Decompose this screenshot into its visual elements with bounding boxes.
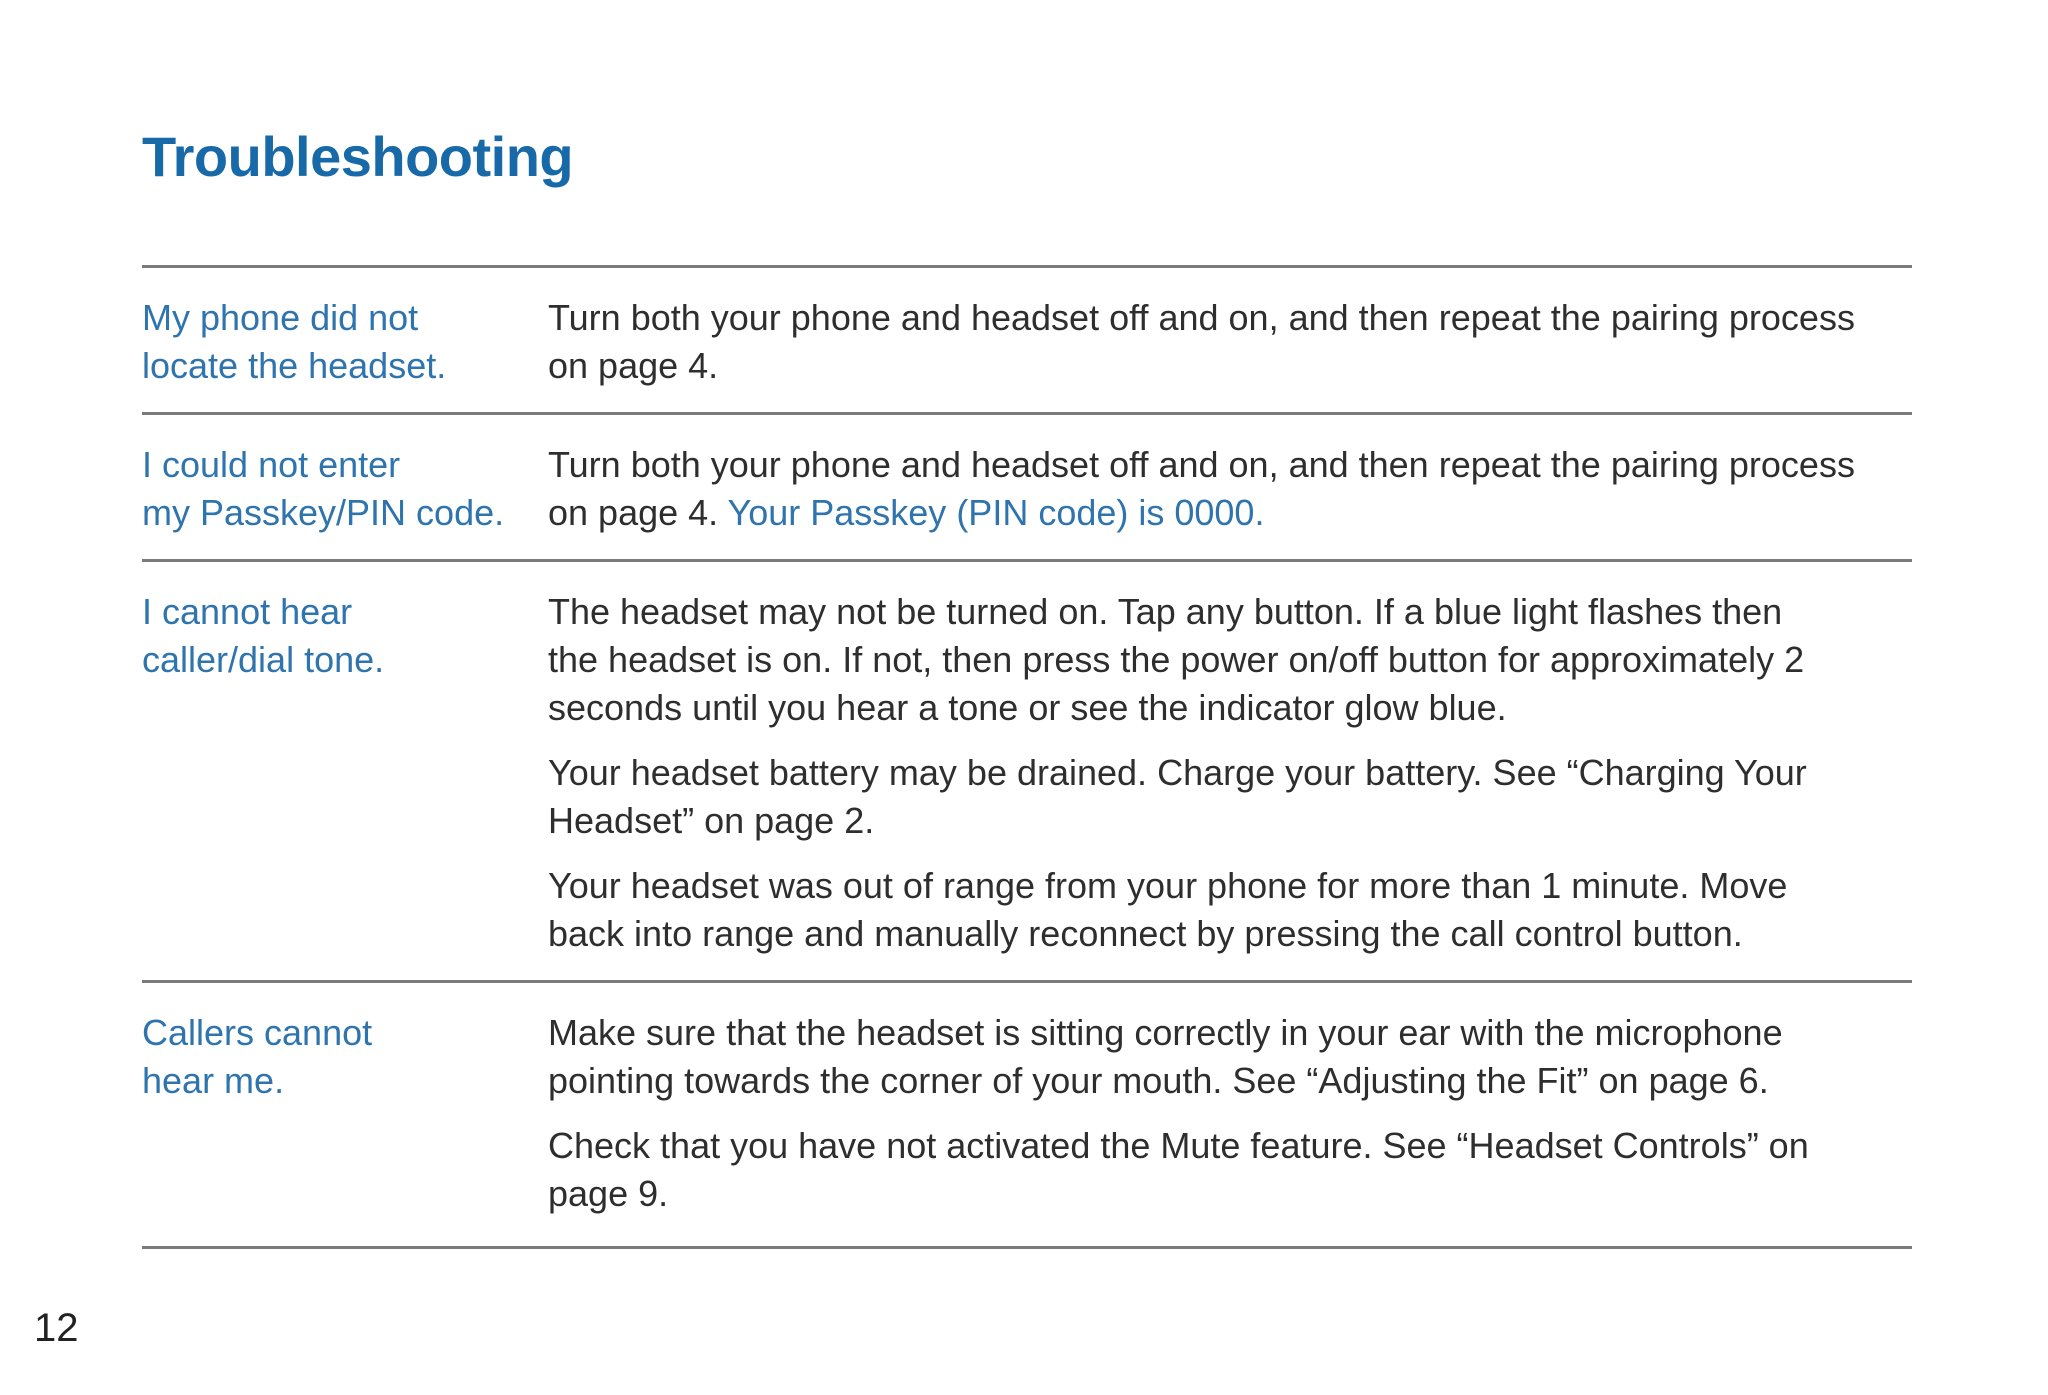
solution-line-with-highlight (548, 489, 1912, 537)
problem-line: I could not enter (142, 444, 401, 485)
page-title: Troubleshooting (142, 125, 574, 188)
solution-line: Turn both your phone and headset off and on, and then repeat the pairing process (548, 444, 1855, 485)
solution-text (548, 441, 1912, 537)
solution-paragraph (548, 588, 1912, 732)
passkey-note: Your Passkey (PIN code) is 0000. (727, 492, 1265, 533)
problem-line: my Passkey/PIN code. (142, 492, 505, 533)
problem-label (142, 441, 548, 537)
problem-label (142, 294, 548, 390)
solution-line: Headset” on page 2. (548, 800, 875, 841)
problem-line: My phone did not (142, 297, 419, 338)
solution-paragraph (548, 294, 1912, 390)
solution-text (548, 294, 1912, 390)
problem-line: Callers cannot (142, 1012, 373, 1053)
problem-line: hear me. (142, 1060, 285, 1101)
solution-paragraph (548, 749, 1912, 845)
solution-text (548, 588, 1912, 958)
solution-text (548, 1009, 1912, 1218)
solution-line: Turn both your phone and headset off and on, and then repeat the pairing process (548, 297, 1855, 338)
problem-label (142, 588, 548, 958)
troubleshooting-row (142, 980, 1912, 1249)
problem-line: I cannot hear (142, 591, 353, 632)
troubleshooting-row (142, 559, 1912, 980)
troubleshooting-table (142, 265, 1912, 1249)
solution-line: back into range and manually reconnect by pressing the call control button. (548, 913, 1743, 954)
solution-paragraph (548, 441, 1912, 537)
solution-line: on page 4. (548, 345, 719, 386)
solution-paragraph (548, 862, 1912, 958)
solution-line: pointing towards the corner of your mouth. See “Adjusting the Fit” on page 6. (548, 1060, 1769, 1101)
problem-label (142, 1009, 548, 1218)
page-number: 12 (34, 1306, 79, 1350)
solution-line: seconds until you hear a tone or see the indicator glow blue. (548, 687, 1507, 728)
solution-paragraph (548, 1009, 1912, 1105)
troubleshooting-row (142, 412, 1912, 559)
solution-line: page 9. (548, 1173, 669, 1214)
solution-line: Your headset battery may be drained. Charge your battery. See “Charging Your (548, 752, 1807, 793)
solution-line: Your headset was out of range from your phone for more than 1 minute. Move (548, 865, 1788, 906)
solution-line: the headset is on. If not, then press the power on/off button for approximately 2 (548, 639, 1805, 680)
solution-line: Check that you have not activated the Mute feature. See “Headset Controls” on (548, 1125, 1809, 1166)
solution-line: Make sure that the headset is sitting correctly in your ear with the microphone (548, 1012, 1783, 1053)
problem-line: locate the headset. (142, 345, 447, 386)
solution-line: The headset may not be turned on. Tap any button. If a blue light flashes then (548, 591, 1783, 632)
solution-line-start: on page 4. (548, 492, 728, 533)
troubleshooting-row (142, 265, 1912, 412)
problem-line: caller/dial tone. (142, 639, 385, 680)
solution-paragraph (548, 1122, 1912, 1218)
